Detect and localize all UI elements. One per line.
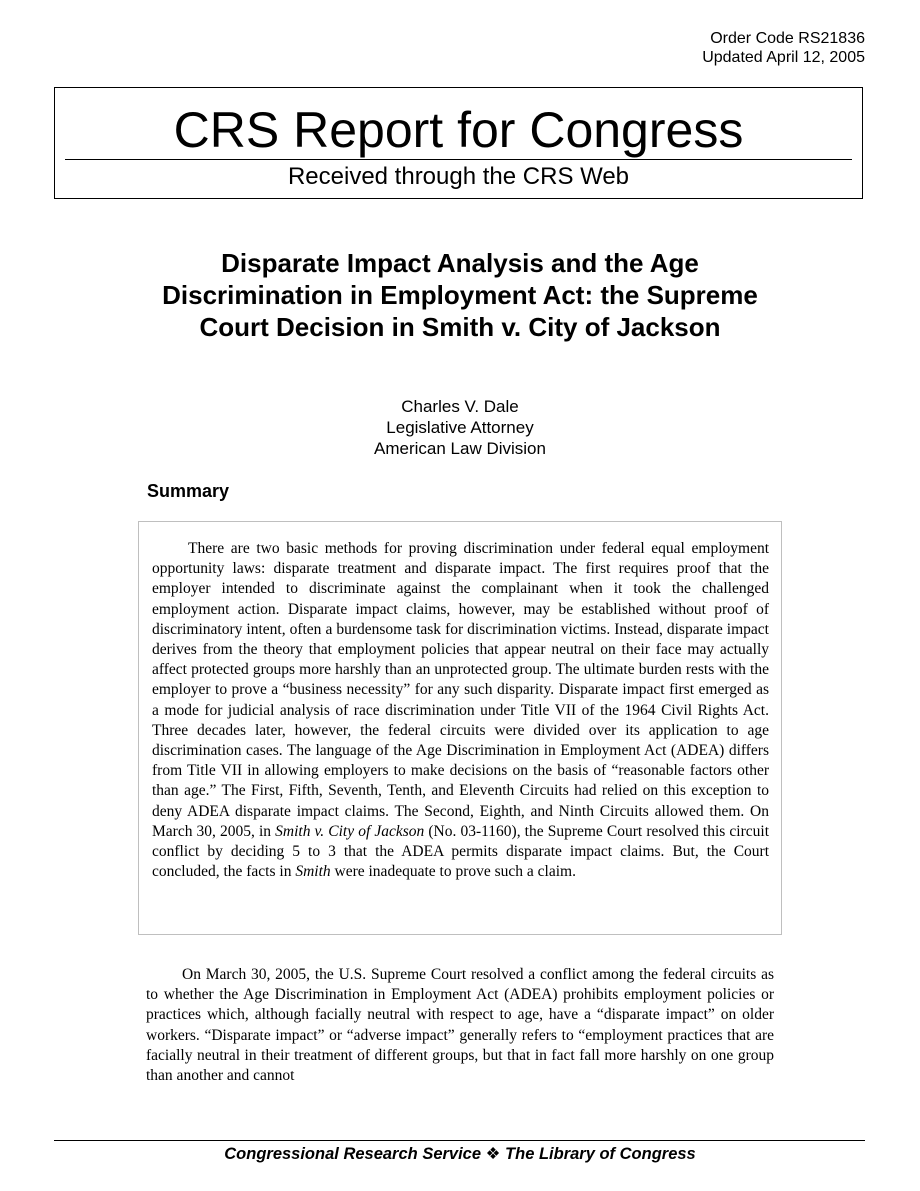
- case-short-name: Smith: [295, 863, 331, 881]
- author-name: Charles V. Dale: [401, 397, 519, 416]
- author-role: Legislative Attorney: [386, 418, 534, 437]
- report-header-box: [54, 87, 863, 199]
- diamond-separator-icon: ❖: [485, 1145, 501, 1163]
- body-paragraph: On March 30, 2005, the U.S. Supreme Court resolved a conflict among the federal circuits as to whether the Age Discrimination in Employment Act (ADEA) prohibits employment policies or practices which, although facially neutral with respect to age, have a “disparate impact” on older workers. “Disparate impact” or “adverse impact” generally refers to “employment practices that are facially neutral in their treatment of different groups, but that in fact fall more harshly on one group than another and cannot: [146, 966, 774, 1085]
- report-title: CRS Report for Congress: [173, 102, 744, 158]
- order-code: Order Code RS21836: [710, 30, 865, 47]
- author-division: American Law Division: [374, 439, 546, 458]
- header-divider: [65, 159, 852, 160]
- summary-text: [152, 539, 769, 882]
- updated-date: Updated April 12, 2005: [702, 49, 865, 66]
- summary-box: [138, 521, 782, 935]
- order-code-block: [702, 29, 865, 67]
- footer-library: The Library of Congress: [505, 1145, 696, 1163]
- footer-divider: [54, 1140, 865, 1141]
- summary-text-part-1: There are two basic methods for proving discrimination under federal equal employment opportunity laws: disparate treatment and disparate impact. The first requires proof that the employer intended to discriminate against the complainant when it took the challenged employment action. Disparate impact claims, however, may be established without proof of discriminatory intent, often a burdensome task for discrimination victims. Instead, disparate impact derives from the theory that employment policies that appear neutral on their face may actually affect protected groups more harshly than an unprotected group. The ultimate burden rests with the employer to prove a “business necessity” for any such disparity. Disparate impact first emerged as a mode for judicial analysis of race discrimination under Title VII of the 1964 Civil Rights Act. Three decades later, however, the federal circuits were divided over its application to age discrimination cases. The language of the Age Discrimination in Employment Act (ADEA) differs from Title VII in allowing employers to make decisions on the basis of “reasonable factors other than age.” The First, Fifth, Seventh, Tenth, and Eleventh Circuits had relied on this exception to deny ADEA disparate impact claims. The Second, Eighth, and Ninth Circuits allowed them. On March 30, 2005, in: [152, 540, 769, 840]
- summary-text-part-3: were inadequate to prove such a claim.: [330, 863, 576, 881]
- page-footer: [0, 1144, 920, 1164]
- document-title: Disparate Impact Analysis and the Age Discrimination in Employment Act: the Supreme Court Decision in Smith v. City of Jackson: [162, 248, 758, 342]
- report-subtitle: Received through the CRS Web: [287, 163, 630, 190]
- case-name: Smith v. City of Jackson: [275, 822, 425, 840]
- summary-heading: Summary: [147, 481, 230, 501]
- author-block: [0, 396, 920, 459]
- summary-text-part-2: (No. 03-1160), the Supreme Court resolved this circuit conflict by deciding 5 to 3 that the ADEA permits disparate impact claims. But, the Court concluded, the facts in: [152, 822, 770, 881]
- footer-org: Congressional Research Service: [224, 1145, 482, 1163]
